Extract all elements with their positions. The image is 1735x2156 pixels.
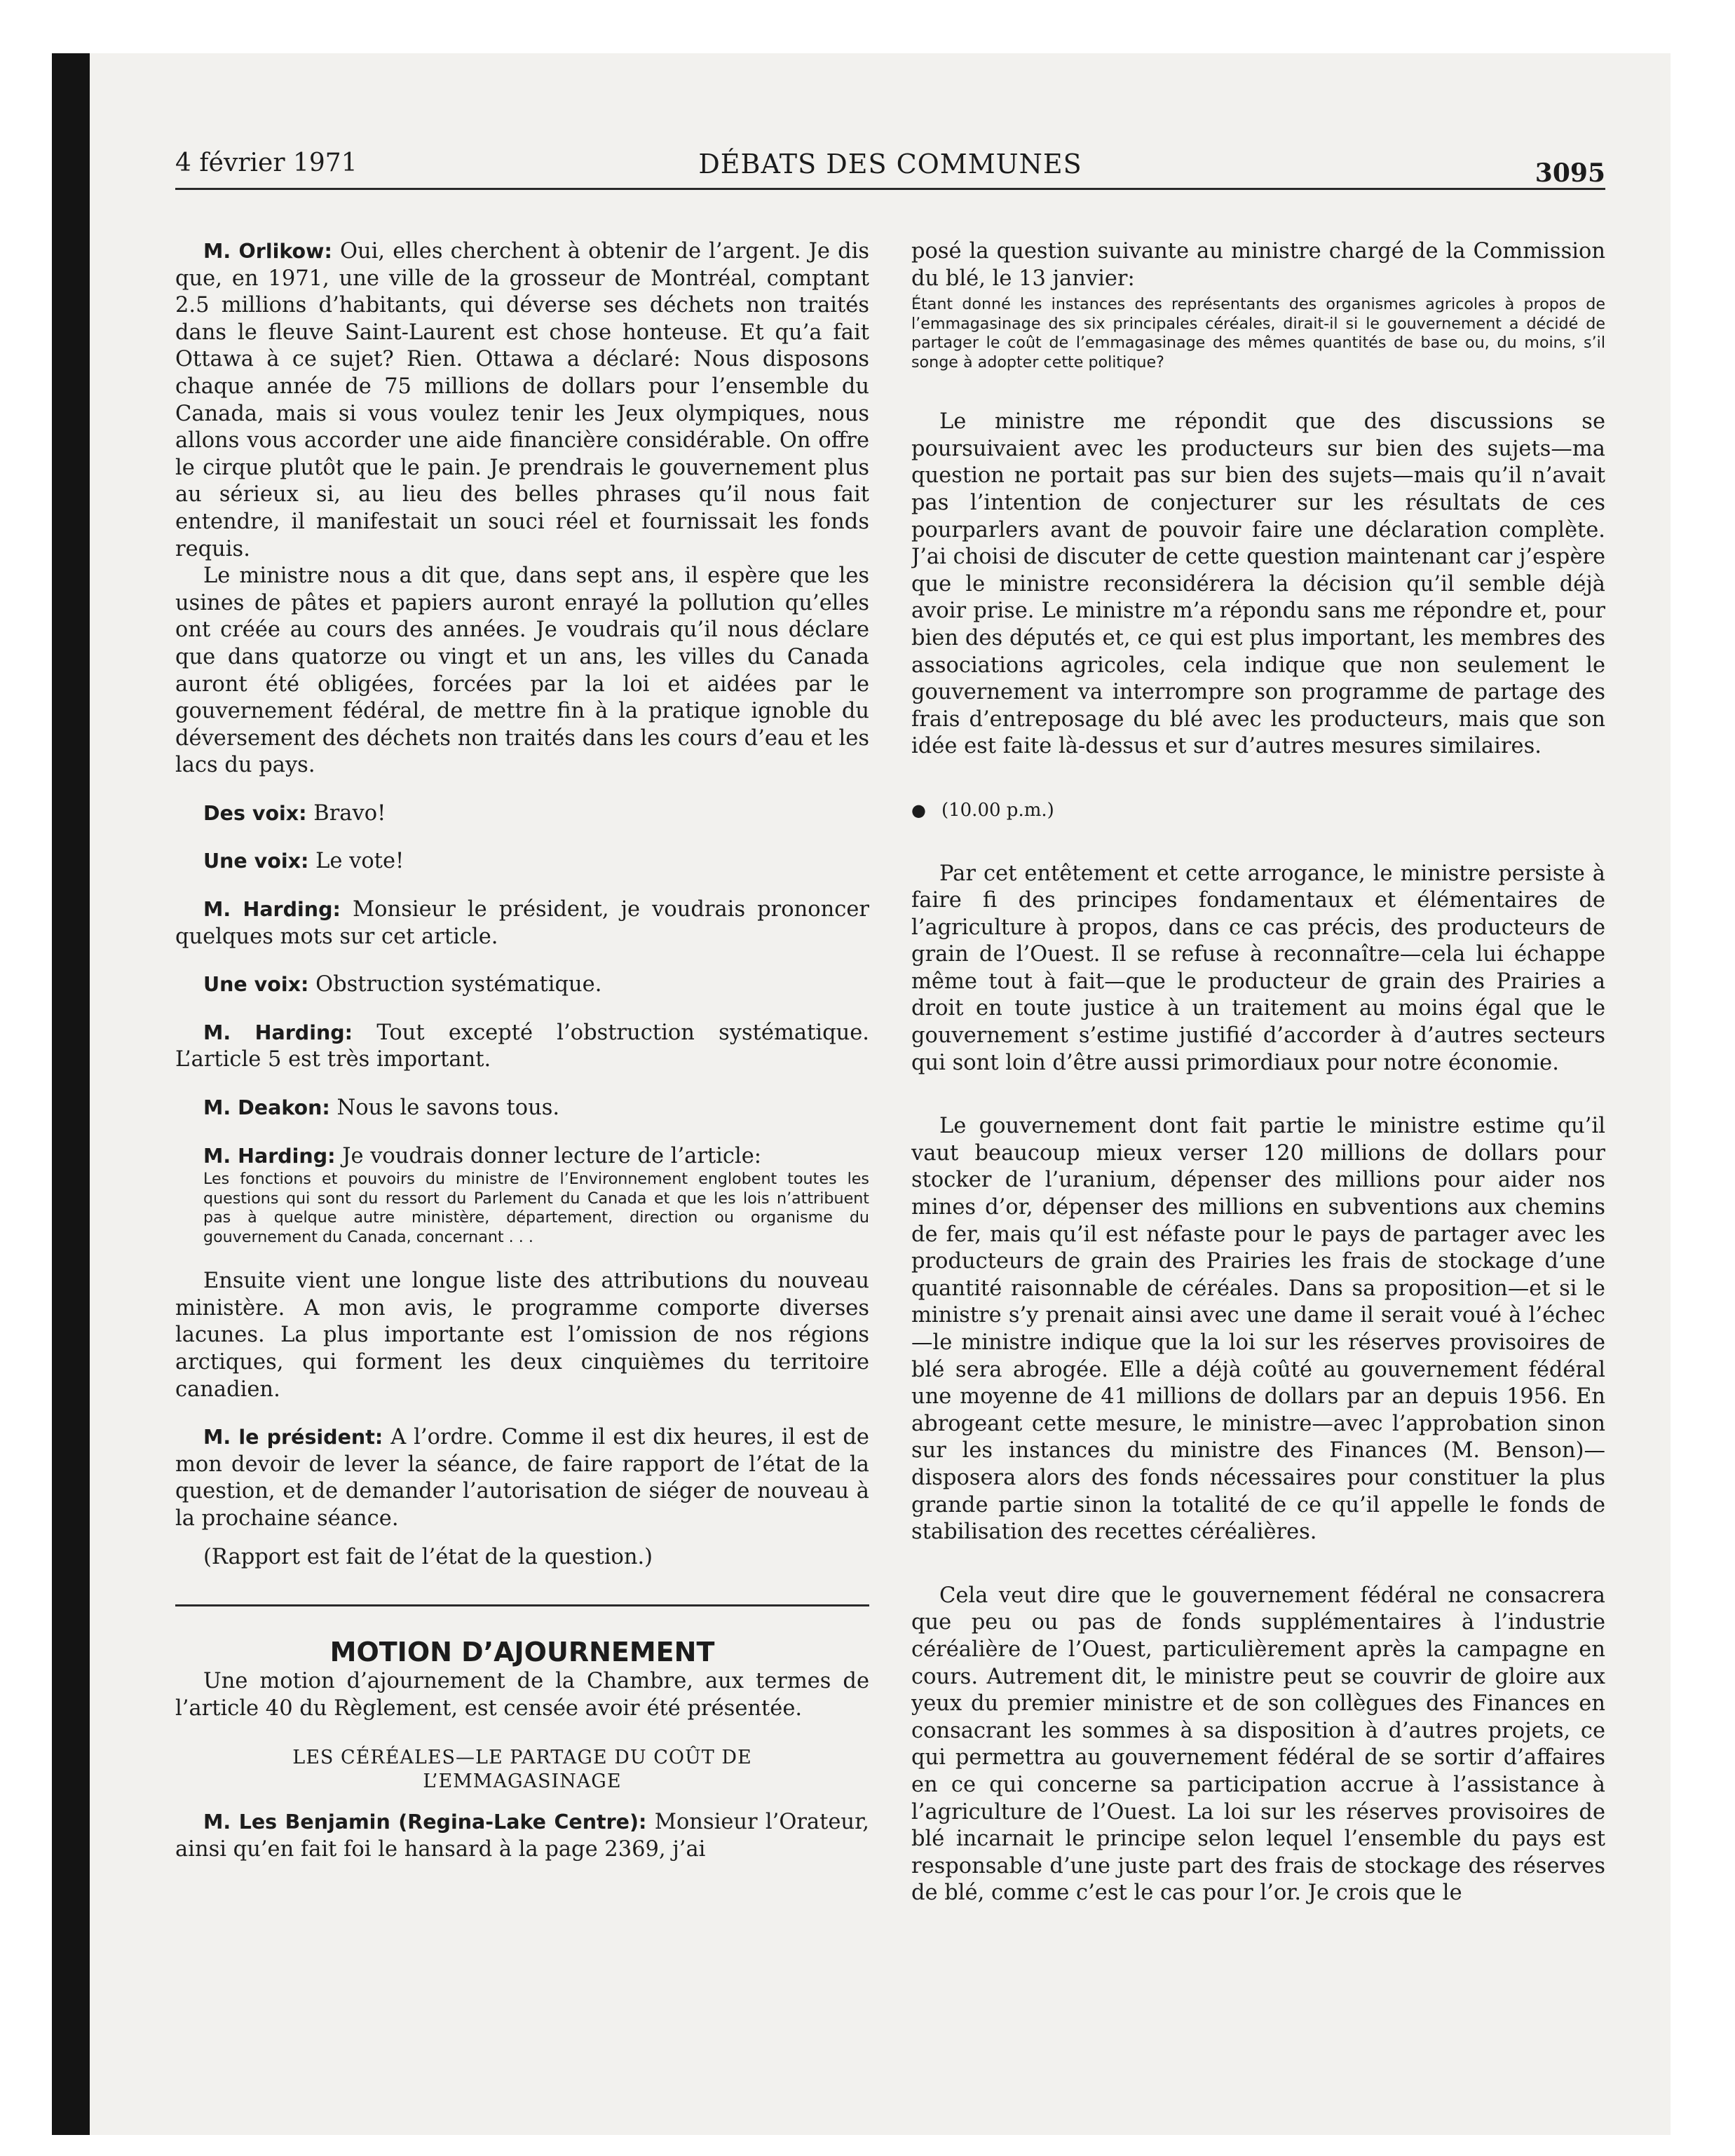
quoted-question: Étant donné les instances des représentants des organismes agricoles à propos de l’emmagasinage des six principales céréales, dirait-il si le gouvernement a décidé de partager le coût de l’emmagasinage des mêmes quantités de base ou, du moins, s’il songe à adopter cette politique? [911,295,1605,371]
paragraph [175,896,869,950]
paragraph-text: Je voudrais donner lecture de l’article: [342,1143,762,1168]
paragraph-text: Tout excepté l’obstruction systématique. L’article 5 est très important. [175,1020,869,1072]
bullet-icon: ● [911,800,926,820]
paragraph [175,1020,869,1074]
paragraph [911,1583,1605,1907]
paragraph [911,409,1605,760]
header-title: DÉBATS DES COMMUNES [698,149,1082,179]
paragraph-text: Obstruction systématique. [315,972,602,997]
paragraph-text: posé la question suivante au ministre chargé de la Commission du blé, le 13 janvier: [911,239,1605,291]
paragraph [911,1113,1605,1546]
paragraph [175,563,869,779]
paragraph [175,1544,869,1571]
page-number: 3095 [1535,158,1605,188]
paragraph [175,238,869,563]
paragraph-text: Bravo! [313,800,386,826]
paragraph [175,1143,869,1171]
paragraph-text: Une motion d’ajournement de la Chambre, aux termes de l’article 40 du Règlement, est censée avoir été présentée. [175,1669,869,1721]
speaker-name: M. Harding: [203,1144,336,1168]
paragraph-text: Cela veut dire que le gouvernement fédéral ne consacrera que peu ou pas de fonds supplémentaires à l’industrie céréalière de l’Ouest, particulièrement après la campagne en cours. Autrement dit, le ministre peut se couvrir de gloire aux yeux du premier ministre et de son collègues des Finances en consacrant les sommes à sa disposition à d’autres projets, ce qui permettra au gouvernement fédéral de se sortir d’affaires en ce qui concerne sa participation accrue à l’assistance à l’agriculture de l’Ouest. La loi sur les réserves provisoires de blé incarnait le principe selon lequel l’ensemble du pays est responsable d’une juste part des frais de stockage des réserves de blé, comme c’est le cas pour l’or. Je crois que le [911,1583,1605,1906]
speaker-name: Une voix: [203,850,309,873]
paragraph-text: Monsieur l’Orateur, ainsi qu’en fait foi le hansard à la page 2369, j’ai [175,1810,869,1862]
paragraph [175,1809,869,1863]
section-divider [175,1604,869,1606]
right-column [911,238,1605,2061]
paragraph-text: Nous le savons tous. [336,1096,560,1121]
page-header [175,149,1605,190]
paragraph [175,971,869,999]
paragraph-text: (Rapport est fait de l’état de la question.) [203,1544,653,1569]
speaker-name: Une voix: [203,973,309,997]
paragraph [911,238,1605,292]
section-title: MOTION D’AJOURNEMENT [329,1637,715,1668]
paragraph-text: Oui, elles cherchent à obtenir de l’argent. Je dis que, en 1971, une ville de la grosseur de Montréal, comptant 2.5 millions d’habitants, qui déverse ses déchets non traités dans le fleuve Saint-Laurent est chose honteuse. Et qu’a fait Ottawa à ce sujet? Rien. Ottawa a déclaré: Nous disposons chaque année de 75 millions de dollars pour l’ensemble du Canada, mais si vous voulez tenir les Jeux olympiques, nous allons vous accorder une aide financière considérable. On offre le cirque plutôt que le pain. Je prendrais le gouvernement plus au sérieux si, au lieu des belles phrases qu’il nous fait entendre, il manifestait un souci réel et fournissait les fonds requis. [175,239,869,561]
speaker-name: M. le président: [203,1426,383,1449]
paragraph-text: Le ministre nous a dit que, dans sept ans, il espère que les usines de pâtes et papiers auront enrayé la pollution qu’elles ont créée au cours des années. Je voudrais qu’il nous déclare que dans quatorze ou vingt et un ans, les villes du Canada auront été obligées, forcées par la loi et aidées par le gouvernement fédéral, de mettre fin à la pratique ignoble du déversement des déchets non traités dans les cours d’eau et les lacs du pays. [175,564,869,778]
speaker-name: M. Harding: [203,898,341,922]
speaker-name: M. Orlikow: [203,240,332,263]
paragraph [175,1424,869,1532]
paragraph-text: Monsieur le président, je voudrais prononcer quelques mots sur cet article. [175,897,869,949]
paragraph [175,1268,869,1403]
speaker-name: M. Les Benjamin (Regina-Lake Centre): [203,1810,647,1834]
paragraph-text: A l’ordre. Comme il est dix heures, il est de mon devoir de lever la séance, de faire rapport de l’état de la question, et de demander l’autorisation de siéger de nouveau à la prochaine séance. [175,1425,869,1531]
paragraph-text: Par cet entêtement et cette arrogance, le ministre persiste à faire fi des principes fondamentaux et élémentaires de l’agriculture à propos, dans ce cas précis, des producteurs de grain de l’Ouest. Il se refuse à reconnaître—cela lui échappe même tout à fait—que le producteur de grain des Prairies a droit en toute justice à un traitement au moins égal que le gouvernement s’estime justifié d’accorder à d’autres secteurs qui sont loin d’être aussi primordiaux pour notre économie. [911,861,1605,1075]
paragraph-text: Le vote! [315,849,404,874]
paragraph [175,848,869,875]
paragraph-text: Le gouvernement dont fait partie le ministre estime qu’il vaut beaucoup mieux verser 120 millions de dollars pour stocker de l’uranium, dépenser des millions pour aider nos mines d’or, dépenser des millions en subventions aux chemins de fer, mais qu’il est néfaste pour le pays de partager avec les producteurs de grain des Prairies les frais de stockage d’une quantité raisonnable de céréales. Dans sa proposition—et si le ministre s’y prenait ainsi avec une dame il serait voué à l’échec—le ministre indique que la loi sur les réserves provisoires de blé sera abrogée. Elle a déjà coûté au gouvernement fédéral une moyenne de 41 millions de dollars par an depuis 1956. En abrogeant cette mesure, le ministre—avec l’approbation sinon sur les instances du ministre des Finances (M. Benson)—disposera alors des fonds nécessaires pour constituer la plus grande partie sinon la totalité de ce qu’il appelle le fonds de stabilisation des recettes céréalières. [911,1114,1605,1545]
scan-edge [52,53,90,2135]
paragraph-text: Le ministre me répondit que des discussions se poursuivaient avec les producteurs sur bien des sujets—ma question ne portait pas sur bien des sujets—mais qu’il n’avait pas l’intention de conjecturer sur les résultats de ces pourparlers avant de pouvoir faire une déclaration complète. J’ai choisi de discuter de cette question maintenant car j’espère que le ministre reconsidérera la décision qu’il semble déjà avoir prise. Le ministre m’a répondu sans me répondre et, pour bien des députés et, ce qui est plus important, les membres des associations agricoles, cela indique que non seulement le gouvernement va interrompre son programme de partage des frais d’entreposage du blé avec les producteurs, mais que son idée est faite là-dessus et sur d’autres mesures similaires. [911,409,1605,759]
paragraph-text: Ensuite vient une longue liste des attributions du nouveau ministère. A mon avis, le programme comporte diverses lacunes. La plus importante est l’omission de nos régions arctiques, qui forment les deux cinquièmes du territoire canadien. [175,1269,869,1402]
paragraph [175,1668,869,1722]
time-marker: ● (10.00 p.m.) [911,799,1054,821]
speaker-name: M. Harding: [203,1021,353,1044]
paragraph [911,861,1605,1077]
paragraph [175,800,869,828]
speaker-name: M. Deakon: [203,1096,330,1120]
paragraph [175,1095,869,1122]
left-column [175,238,869,2061]
speaker-name: Des voix: [203,801,307,825]
quoted-article: Les fonctions et pouvoirs du ministre de l’Environnement englobent toutes les questions qui sont du ressort du Parlement du Canada et que les lois n’attribuent pas à quelque autre ministère, département, direction ou organisme du gouvernement du Canada, concernant . . . [203,1170,869,1246]
subsection-title: LES CÉRÉALES—LE PARTAGE DU COÛT DE L’EMMAGASINAGE [292,1747,752,1793]
header-date: 4 février 1971 [175,149,358,177]
